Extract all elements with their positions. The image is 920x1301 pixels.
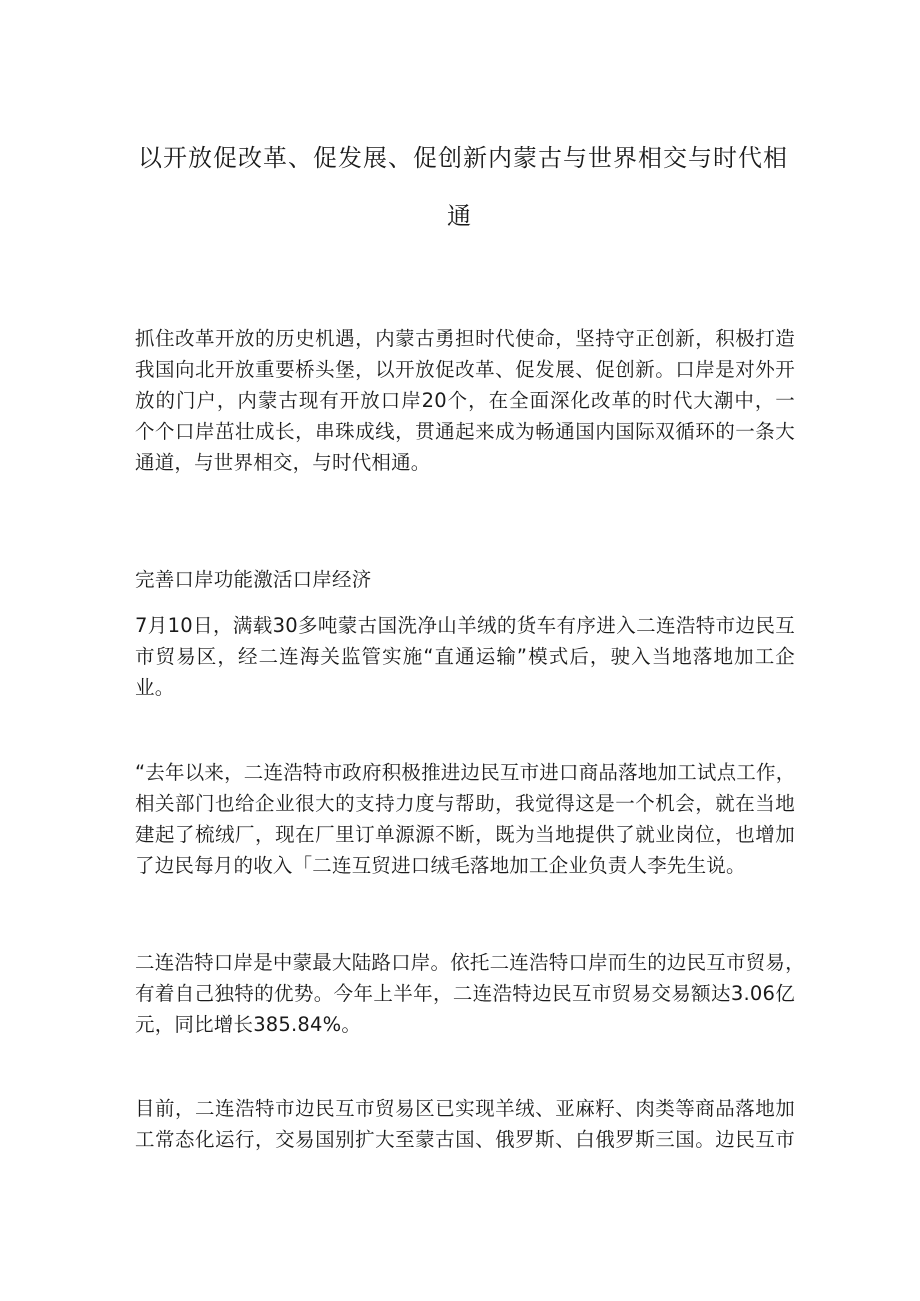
paragraph-line: 放的门户，内蒙古现有开放口岸20个，在全面深化改革的时代大潮中，一 [135, 389, 795, 412]
paragraph-line: 建起了梳绒厂，现在厂里订单源源不断，既为当地提供了就业岗位，也增加 [135, 823, 795, 846]
paragraph-line: 市贸易区，经二连海关监管实施“直通运输”模式后，驶入当地落地加工企 [135, 645, 795, 668]
body-paragraph-3 [135, 757, 795, 881]
paragraph-line: 工常态化运行，交易国别扩大至蒙古国、俄罗斯、白俄罗斯三国。边民互市 [135, 1128, 795, 1151]
document-title-line-2: 通 [447, 202, 472, 230]
paragraph-line: 个个口岸茁壮成长，串珠成线，贯通起来成为畅通国内国际双循环的一条大 [135, 420, 795, 443]
body-paragraph-1 [135, 323, 795, 478]
paragraph-line: 我国向北开放重要桥头堡，以开放促改革、促发展、促创新。口岸是对外开 [135, 358, 795, 381]
body-paragraph-5 [135, 1093, 795, 1155]
paragraph-line: “去年以来，二连浩特市政府积极推进边民互市进口商品落地加工试点工作， [135, 761, 796, 784]
body-paragraph-4 [135, 947, 805, 1040]
paragraph-line: 抓住改革开放的历史机遇，内蒙古勇担时代使命，坚持守正创新，积极打造 [135, 327, 795, 350]
section-heading [135, 564, 795, 595]
paragraph-line: 有着自己独特的优势。今年上半年，二连浩特边民互市贸易交易额达3.06亿 [135, 982, 795, 1005]
document-title-line-1: 以开放促改革、促发展、促创新内蒙古与世界相交与时代相 [138, 144, 788, 172]
paragraph-line: 二连浩特口岸是中蒙最大陆路口岸。依托二连浩特口岸而生的边民互市贸易， [135, 951, 805, 974]
body-paragraph-2 [135, 610, 795, 703]
paragraph-line: 通道，与世界相交，与时代相通。 [135, 451, 431, 474]
paragraph-line: 元，同比增长385.84%。 [135, 1013, 362, 1036]
paragraph-line: 了边民每月的收入「二连互贸进口绒毛落地加工企业负责人李先生说。 [135, 854, 746, 877]
paragraph-line: 7月10日，满载30多吨蒙古国洗净山羊绒的货车有序进入二连浩特市边民互 [135, 614, 795, 637]
paragraph-line: 业。 [135, 676, 175, 699]
paragraph-line: 相关部门也给企业很大的支持力度与帮助，我觉得这是一个机会，就在当地 [135, 792, 795, 815]
section-heading-text: 完善口岸功能激活口岸经济 [135, 568, 372, 591]
paragraph-line: 目前，二连浩特市边民互市贸易区已实现羊绒、亚麻籽、肉类等商品落地加 [135, 1097, 795, 1120]
